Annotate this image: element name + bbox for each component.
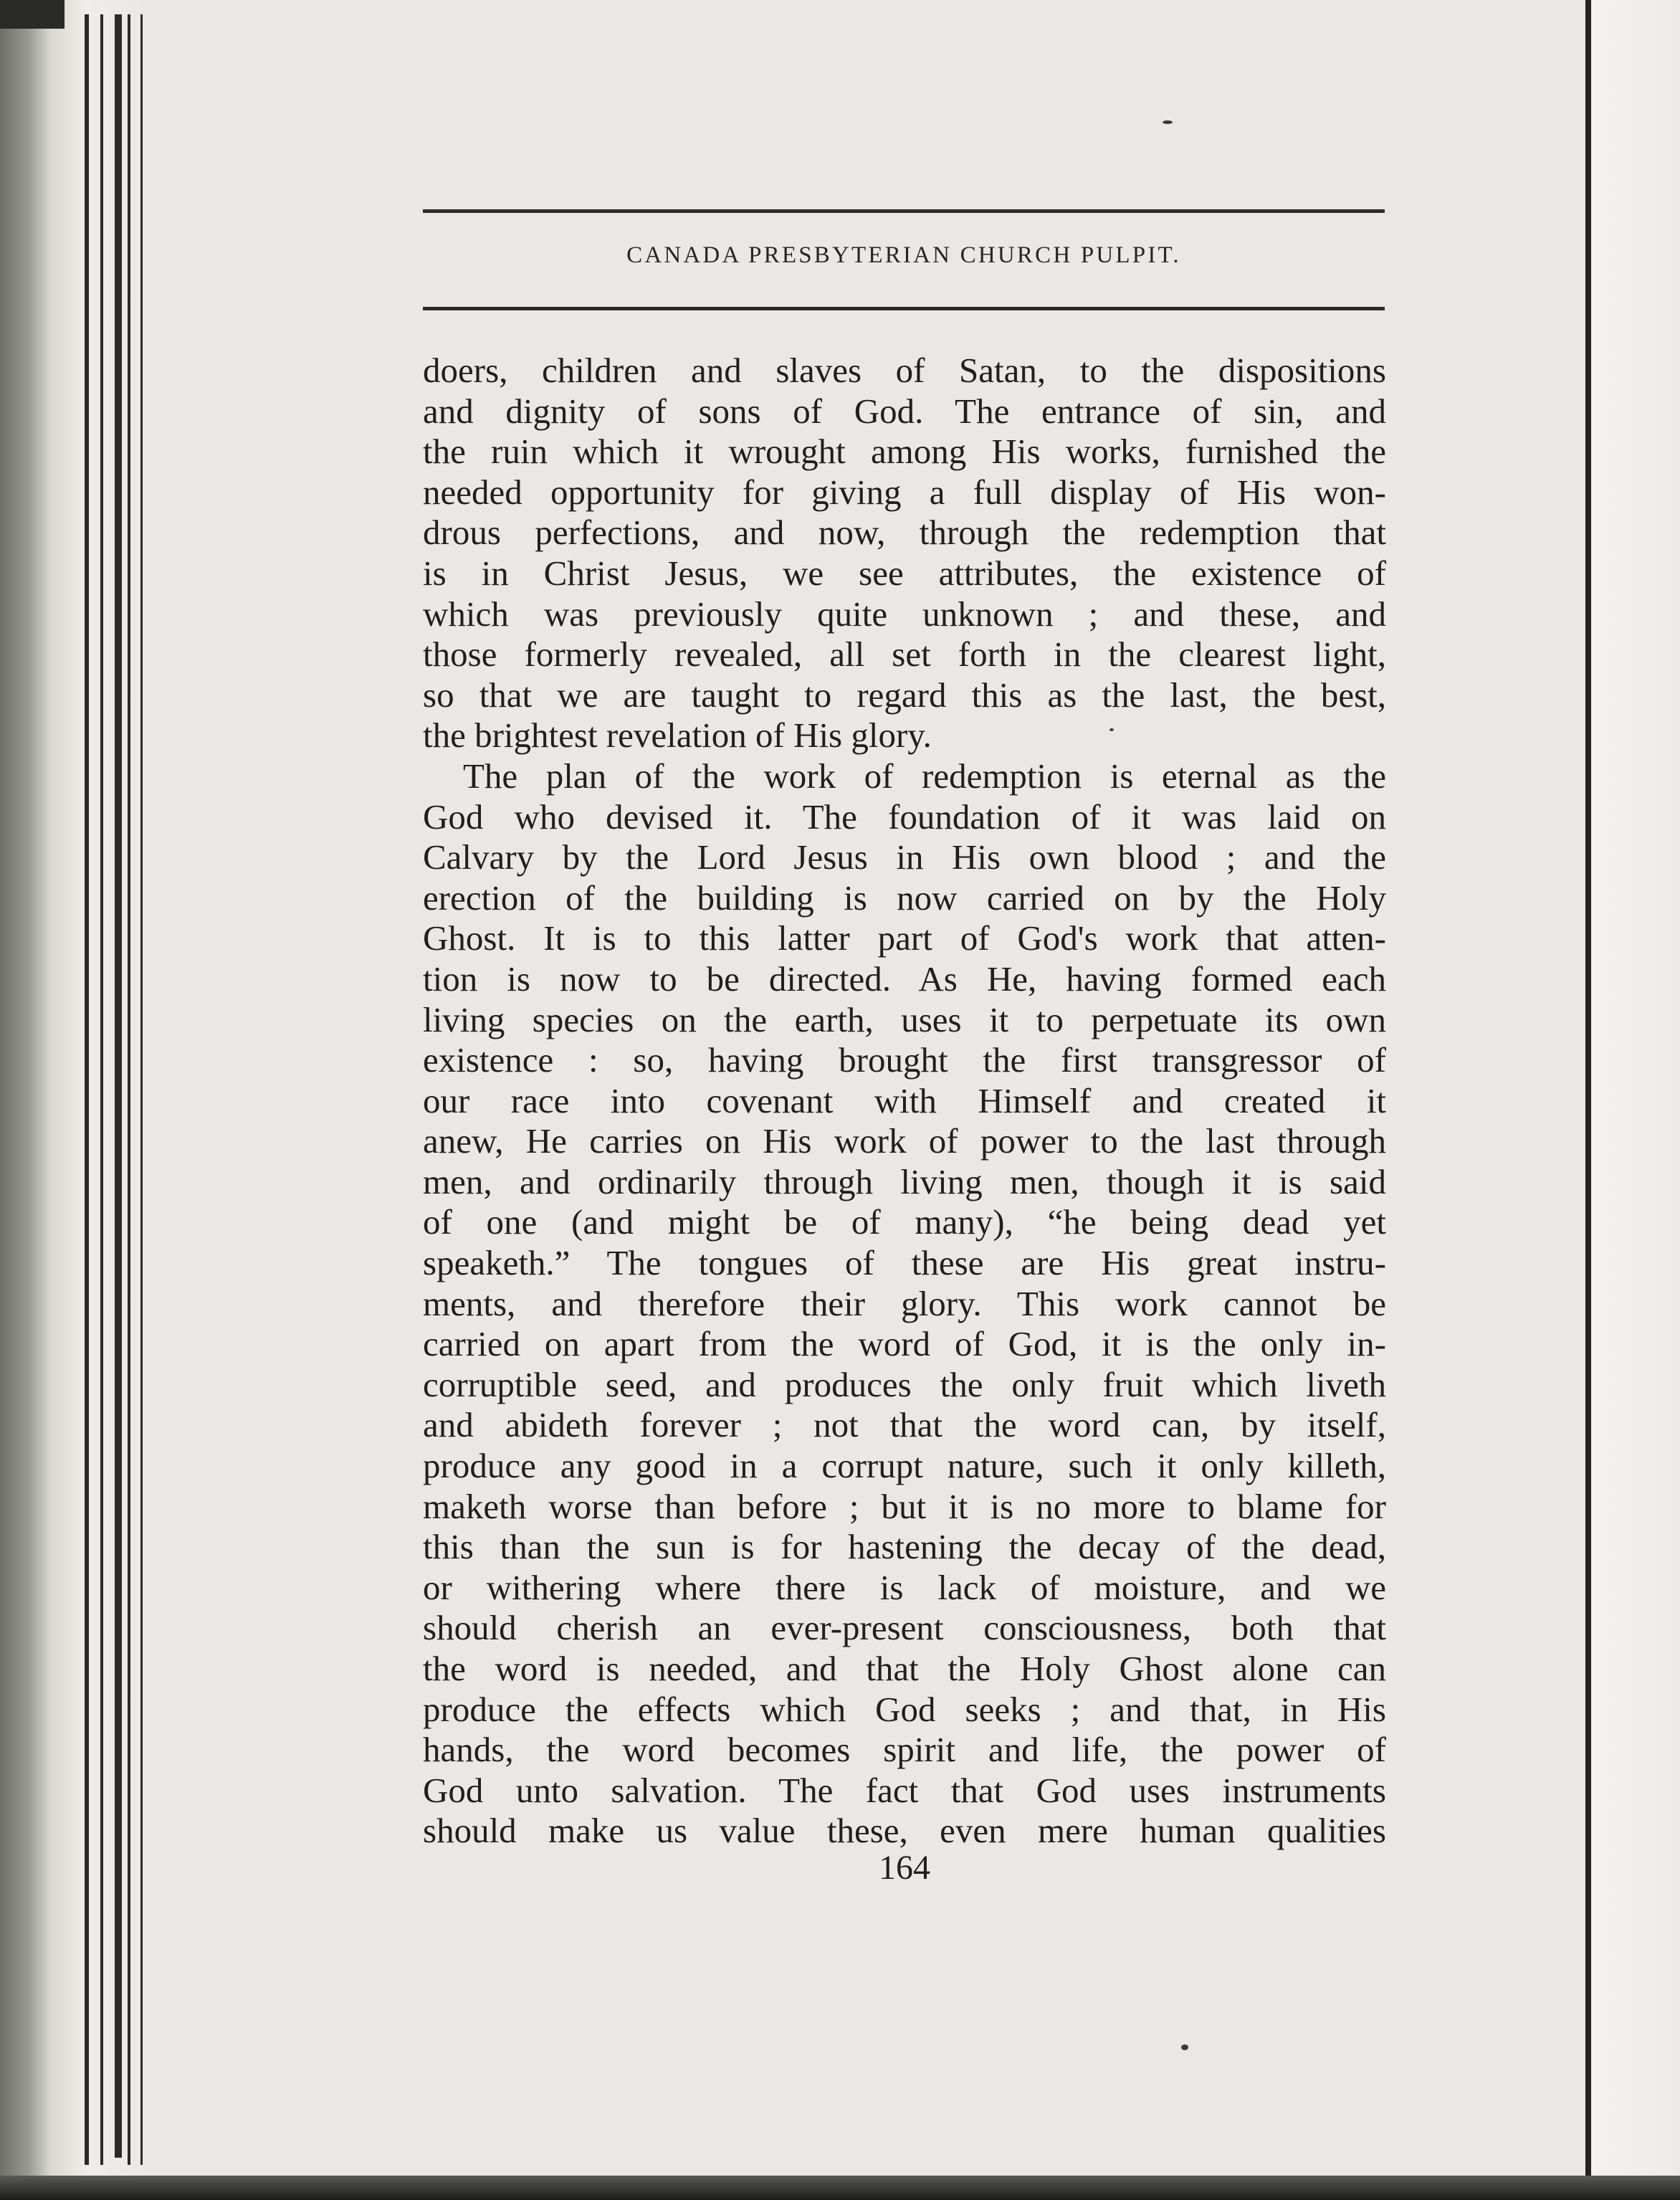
page-edge-line bbox=[140, 14, 143, 2165]
facing-page-edge bbox=[1591, 0, 1680, 2200]
text-line: produce the effects which God seeks ; and that, in His bbox=[423, 1689, 1386, 1729]
header-rule-top bbox=[423, 209, 1385, 213]
text-line: should make us value these, even mere human qualities bbox=[423, 1811, 1386, 1851]
text-line: Ghost. It is to this latter part of God's work that atten- bbox=[423, 918, 1386, 958]
text-line: speaketh.” The tongues of these are His great instru- bbox=[423, 1243, 1386, 1283]
page-edge-line bbox=[115, 14, 122, 2158]
text-line: God unto salvation. The fact that God uses instruments bbox=[423, 1770, 1386, 1810]
text-line: this than the sun is for hastening the decay of the dead, bbox=[423, 1527, 1386, 1567]
text-line: existence : so, having brought the first transgressor of bbox=[423, 1040, 1386, 1080]
ink-speck bbox=[1181, 2044, 1188, 2050]
text-line: anew, He carries on His work of power to the last through bbox=[423, 1121, 1386, 1161]
text-line: should cherish an ever-present consciousness, both that bbox=[423, 1608, 1386, 1648]
text-line: which was previously quite unknown ; and these, and bbox=[423, 594, 1386, 634]
text-line: drous perfections, and now, through the redemption that bbox=[423, 513, 1386, 553]
ink-speck bbox=[1109, 728, 1114, 731]
gutter-shadow-right bbox=[1585, 0, 1591, 2200]
text-line: so that we are taught to regard this as the last, the best, bbox=[423, 675, 1386, 715]
body-text bbox=[423, 351, 1386, 1852]
text-line: erection of the building is now carried on by the Holy bbox=[423, 877, 1386, 918]
page-edge-line bbox=[100, 14, 103, 2165]
text-line: hands, the word becomes spirit and life, the power of bbox=[423, 1730, 1386, 1770]
scan-bottom-shadow bbox=[0, 2176, 1680, 2200]
text-line: of one (and might be of many), “he being dead yet bbox=[423, 1202, 1386, 1242]
text-line: carried on apart from the word of God, it is the only in- bbox=[423, 1324, 1386, 1364]
running-head: CANADA PRESBYTERIAN CHURCH PULPIT. bbox=[626, 242, 1181, 268]
text-line: and dignity of sons of God. The entrance of sin, and bbox=[423, 391, 1386, 431]
page-edge-line bbox=[128, 14, 130, 2165]
text-line: is in Christ Jesus, we see attributes, the existence of bbox=[423, 553, 1386, 593]
scan-corner-shadow bbox=[0, 0, 65, 29]
text-line: corruptible seed, and produces the only fruit which liveth bbox=[423, 1364, 1386, 1404]
text-line: God who devised it. The foundation of it was laid on bbox=[423, 796, 1386, 837]
text-line: and abideth forever ; not that the word can, by itself, bbox=[423, 1405, 1386, 1445]
text-line: the ruin which it wrought among His works, furnished the bbox=[423, 432, 1386, 472]
text-line: our race into covenant with Himself and created it bbox=[423, 1080, 1386, 1120]
text-line: ments, and therefore their glory. This work cannot be bbox=[423, 1283, 1386, 1323]
text-line: the word is needed, and that the Holy Ghost alone can bbox=[423, 1649, 1386, 1688]
text-line: Calvary by the Lord Jesus in His own blood ; and the bbox=[423, 837, 1386, 877]
page-number: 164 bbox=[879, 1849, 930, 1887]
header-rule-bottom bbox=[423, 307, 1385, 310]
text-line: produce any good in a corrupt nature, such it only killeth, bbox=[423, 1446, 1386, 1486]
text-line: needed opportunity for giving a full display of His won- bbox=[423, 472, 1386, 512]
page-edge-line bbox=[85, 14, 89, 2165]
text-line: doers, children and slaves of Satan, to the dispositions bbox=[423, 351, 1386, 390]
text-line: The plan of the work of redemption is eternal as the bbox=[463, 756, 1386, 796]
text-line: the brightest revelation of His glory. bbox=[423, 715, 932, 756]
text-line: men, and ordinarily through living men, though it is said bbox=[423, 1161, 1386, 1201]
ink-speck bbox=[1163, 120, 1173, 124]
text-line: those formerly revealed, all set forth in the clearest light, bbox=[423, 634, 1386, 675]
text-line: living species on the earth, uses it to perpetuate its own bbox=[423, 999, 1386, 1039]
text-line: or withering where there is lack of moisture, and we bbox=[423, 1567, 1386, 1607]
text-line: maketh worse than before ; but it is no more to blame for bbox=[423, 1486, 1386, 1526]
text-line: tion is now to be directed. As He, having formed each bbox=[423, 958, 1386, 999]
